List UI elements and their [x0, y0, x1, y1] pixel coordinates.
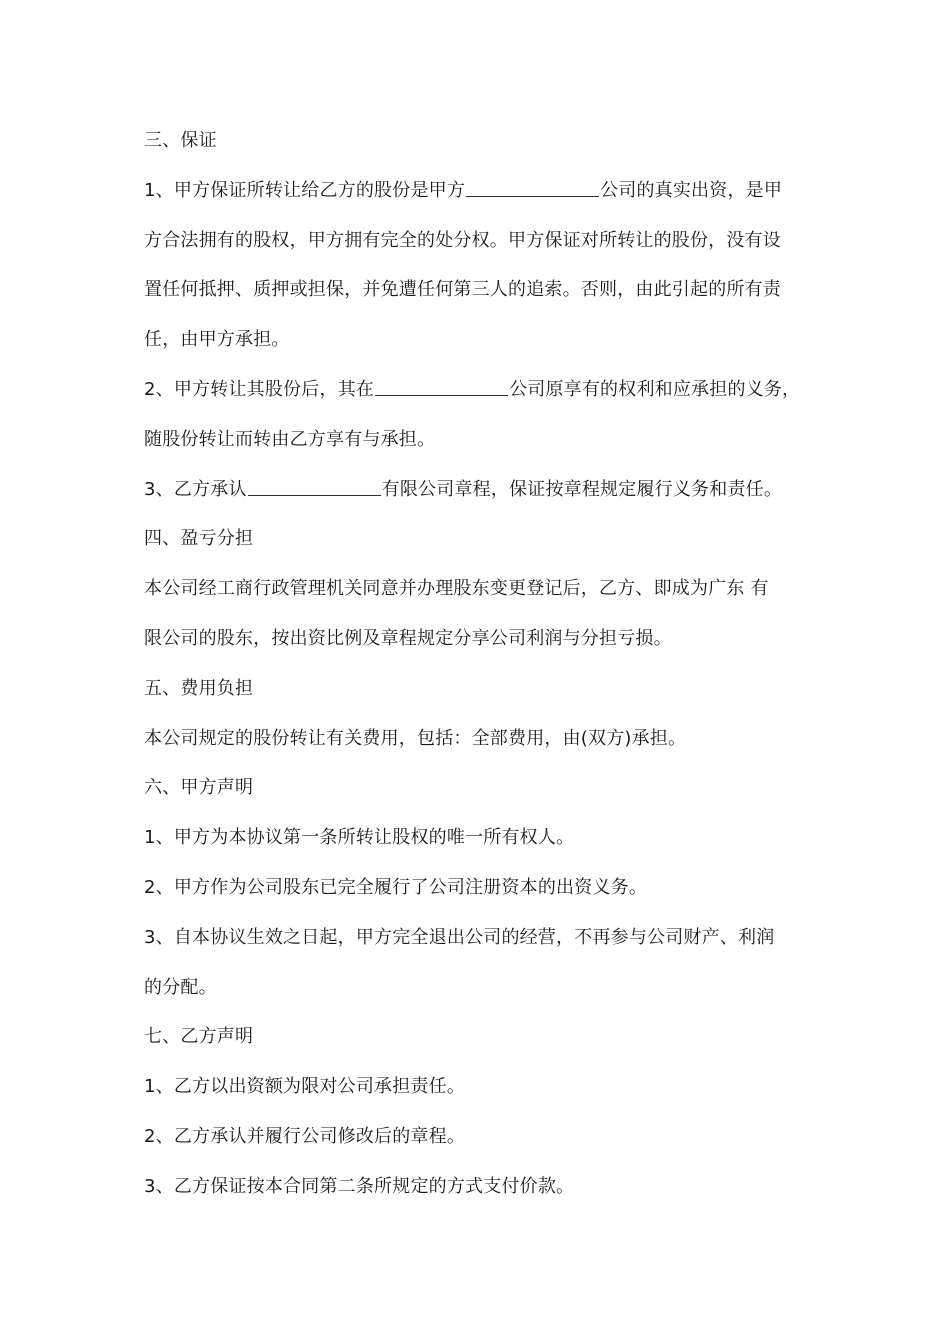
text-segment: 1、甲方保证所转让给乙方的股份是甲方: [144, 179, 466, 201]
paragraph-line: 1、甲方为本协议第一条所转让股权的唯一所有权人。: [144, 827, 575, 849]
fill-in-blank: [375, 377, 508, 396]
paragraph-line: 2、甲方作为公司股东已完全履行了公司注册资本的出资义务。: [144, 876, 648, 898]
fill-in-blank: [248, 477, 381, 496]
section-heading-fees: 五、费用负担: [144, 677, 254, 699]
paragraph-line: [144, 365, 810, 415]
section-heading-guarantee: 三、保证: [144, 130, 217, 151]
section-heading-party-b-statement: 七、乙方声明: [144, 1026, 254, 1048]
paragraph-line: 随股份转让而转由乙方享有与承担。: [144, 428, 436, 450]
paragraph-line: [144, 465, 810, 515]
paragraph-line: 限公司的股东，按出资比例及章程规定分享公司利润与分担亏损。: [144, 627, 672, 649]
fill-in-blank: [466, 178, 599, 197]
paragraph-line: 3、自本协议生效之日起，甲方完全退出公司的经营，不再参与公司财产、利润: [144, 926, 775, 948]
paragraph-line: 方合法拥有的股权，甲方拥有完全的处分权。甲方保证对所转让的股份，没有设: [144, 229, 781, 251]
text-segment: 3、乙方承认: [144, 478, 247, 500]
paragraph-line: [144, 166, 810, 216]
text-segment: 公司原享有的权利和应承担的义务，: [509, 378, 801, 400]
paragraph-line: 本公司规定的股份转让有关费用，包括：全部费用，由(双方)承担。: [144, 727, 687, 749]
paragraph-line: 任，由甲方承担。: [144, 329, 290, 351]
document-body: [144, 116, 810, 1212]
section-heading-profit-loss: 四、盈亏分担: [144, 528, 254, 550]
text-segment: 2、甲方转让其股份后，其在: [144, 378, 375, 400]
text-segment: 公司的真实出资，是甲: [600, 179, 783, 201]
paragraph-line: 置任何抵押、质押或担保，并免遭任何第三人的追索。否则，由此引起的所有责: [144, 279, 781, 301]
section-heading-party-a-statement: 六、甲方声明: [144, 777, 254, 799]
paragraph-line: 的分配。: [144, 976, 217, 998]
text-segment: 有限公司章程，保证按章程规定履行义务和责任。: [381, 478, 783, 500]
paragraph-line: 3、乙方保证按本合同第二条所规定的方式支付价款。: [144, 1175, 575, 1197]
paragraph-line: 1、乙方以出资额为限对公司承担责任。: [144, 1076, 466, 1098]
paragraph-line: 2、乙方承认并履行公司修改后的章程。: [144, 1125, 466, 1147]
paragraph-line: 本公司经工商行政管理机关同意并办理股东变更登记后，乙方、即成为广东 有: [144, 578, 769, 600]
